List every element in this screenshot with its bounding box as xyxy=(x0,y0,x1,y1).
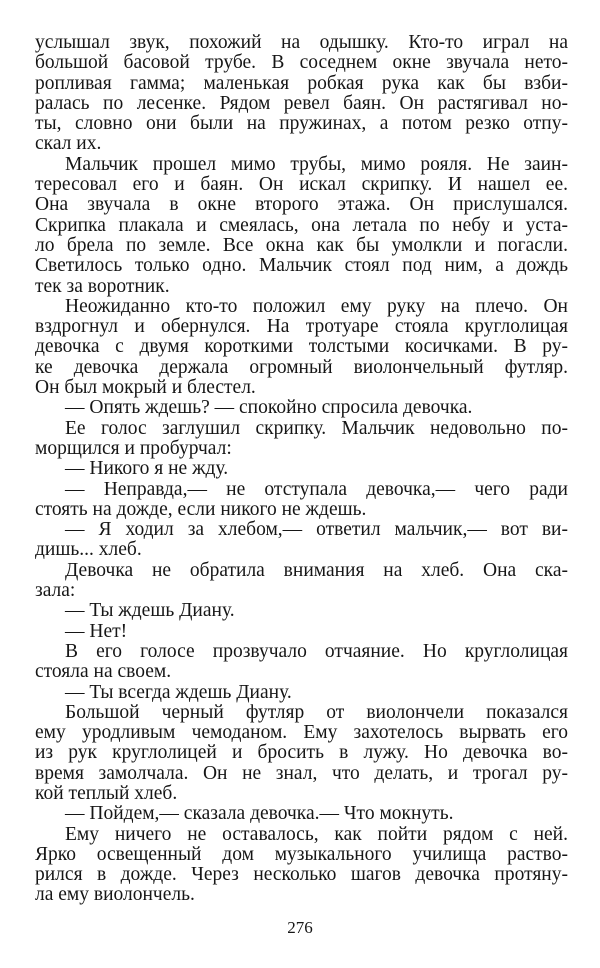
text-line: Светилось только одно. Мальчик стоял под ним, а дождь xyxy=(35,255,568,277)
text-line: тересовал его и баян. Он искал скрипку. И нашел ее. xyxy=(35,174,568,196)
page-number: 276 xyxy=(287,918,313,937)
text-line: Она звучала в окне второго этажа. Он прислушался. xyxy=(35,194,568,216)
text-line: Девочка не обратила внимания на хлеб. Она ска- xyxy=(65,559,568,581)
text-line: — Ты всегда ждешь Диану. xyxy=(65,681,292,703)
text-line: — Пойдем,— сказала девочка.— Что мокнуть. xyxy=(65,803,454,825)
text-line: рился в дожде. Через несколько шагов девочка протяну- xyxy=(35,864,568,886)
text-line: ла ему виолончель. xyxy=(35,884,195,906)
text-line: В его голосе прозвучало отчаяние. Но круглолицая xyxy=(65,640,568,662)
text-line: — Нет! xyxy=(65,620,128,642)
text-line: стоять на дожде, если никого не ждешь. xyxy=(35,498,367,520)
text-line: — Никого я не жду. xyxy=(65,458,229,480)
text-line: Он был мокрый и блестел. xyxy=(35,377,256,399)
text-line: дишь... хлеб. xyxy=(35,539,142,561)
text-line: вздрогнул и обернулся. На тротуаре стояла круглолицая xyxy=(35,316,568,338)
text-line: ралась по лесенке. Рядом ревел баян. Он растягивал но- xyxy=(35,92,568,114)
text-line: Большой черный футляр от виолончели показался xyxy=(65,701,568,723)
text-line: морщился и пробурчал: xyxy=(35,437,232,459)
text-line: тек за воротник. xyxy=(35,275,170,297)
text-line: ло брела по земле. Все окна как бы умолкли и погасли. xyxy=(35,234,568,256)
text-line: большой басовой трубе. В соседнем окне звучала нето- xyxy=(35,52,568,74)
page-body-text xyxy=(35,33,568,906)
text-line: ты, словно они были на пружинах, а потом резко отпу- xyxy=(35,113,568,135)
text-line: скал их. xyxy=(35,133,102,155)
text-line: кой теплый хлеб. xyxy=(35,782,178,804)
text-line: Ему ничего не оставалось, как пойти рядом с ней. xyxy=(65,823,568,845)
text-line: стояла на своем. xyxy=(35,661,172,683)
text-line: девочка с двумя короткими толстыми косичками. В ру- xyxy=(35,336,568,358)
text-line: ропливая гамма; маленькая робкая рука как бы взби- xyxy=(35,72,568,94)
text-line: Ярко освещенный дом музыкального училища раство- xyxy=(35,843,568,865)
text-line: зала: xyxy=(35,580,76,602)
text-line: ке девочка держала огромный виолончельный футляр. xyxy=(35,356,568,378)
text-line: время замолчала. Он не знал, что делать, и трогал ру- xyxy=(35,762,568,784)
text-line: Мальчик прошел мимо трубы, мимо рояля. Не заин- xyxy=(65,153,568,175)
text-line: из рук круглолицей и бросить в лужу. Но девочка во- xyxy=(35,742,568,764)
text-line: Скрипка плакала и смеялась, она летала по небу и уста- xyxy=(35,214,568,236)
text-line: ему уродливым чемоданом. Ему захотелось вырвать его xyxy=(35,722,568,744)
text-line: — Опять ждешь? — спокойно спросила девочка. xyxy=(65,397,473,419)
text-line: Ее голос заглушил скрипку. Мальчик недовольно по- xyxy=(65,417,568,439)
text-line: — Я ходил за хлебом,— ответил мальчик,— вот ви- xyxy=(65,519,568,541)
text-line: Неожиданно кто-то положил ему руку на плечо. Он xyxy=(65,295,568,317)
text-line: услышал звук, похожий на одышку. Кто-то играл на xyxy=(35,32,568,53)
text-line: — Неправда,— не отступала девочка,— чего ради xyxy=(65,478,568,500)
text-line: — Ты ждешь Диану. xyxy=(65,600,235,622)
